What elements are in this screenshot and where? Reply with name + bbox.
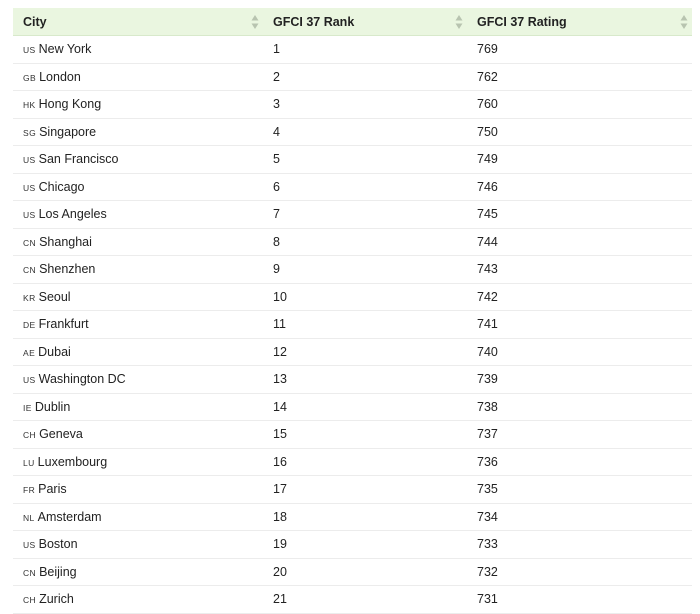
- country-flag-code: HK: [23, 100, 36, 111]
- rank-cell: 21: [263, 586, 467, 614]
- city-name: Paris: [38, 482, 67, 497]
- city-name: San Francisco: [38, 152, 119, 167]
- city-name: Shenzhen: [39, 262, 96, 277]
- rank-cell: 18: [263, 503, 467, 531]
- country-flag-code: KR: [23, 292, 36, 303]
- rating-cell: 744: [467, 228, 692, 256]
- rating-cell: 749: [467, 146, 692, 174]
- rating-cell: 745: [467, 201, 692, 229]
- city-cell: [13, 448, 263, 476]
- rank-cell: 7: [263, 201, 467, 229]
- table-row: [13, 476, 692, 504]
- rating-cell: 746: [467, 173, 692, 201]
- rank-cell: 14: [263, 393, 467, 421]
- city-cell: [13, 63, 263, 91]
- header-row: [13, 8, 692, 36]
- rank-cell: 12: [263, 338, 467, 366]
- country-flag-code: NL: [23, 512, 35, 523]
- rating-cell: 734: [467, 503, 692, 531]
- rating-cell: 738: [467, 393, 692, 421]
- city-cell: [13, 421, 263, 449]
- rating-cell: 762: [467, 63, 692, 91]
- rating-cell: 741: [467, 311, 692, 339]
- city-name: London: [39, 69, 81, 84]
- rank-cell: 16: [263, 448, 467, 476]
- rank-cell: 1: [263, 36, 467, 64]
- city-cell: [13, 146, 263, 174]
- rating-cell: 742: [467, 283, 692, 311]
- country-flag-code: US: [23, 45, 36, 56]
- country-flag-code: AE: [23, 347, 36, 358]
- ranking-table-container: [13, 8, 692, 614]
- column-header-city[interactable]: [13, 8, 263, 36]
- rank-cell: 20: [263, 558, 467, 586]
- table-row: [13, 366, 692, 394]
- country-flag-code: DE: [23, 320, 36, 331]
- rating-cell: 732: [467, 558, 692, 586]
- rating-cell: 735: [467, 476, 692, 504]
- city-cell: [13, 503, 263, 531]
- table-row: [13, 448, 692, 476]
- country-flag-code: SG: [23, 127, 37, 138]
- table-body: [13, 36, 692, 614]
- table-row: [13, 118, 692, 146]
- city-cell: [13, 366, 263, 394]
- gfci-ranking-table: [13, 8, 692, 614]
- city-cell: [13, 283, 263, 311]
- city-name: Dublin: [34, 399, 71, 414]
- rank-cell: 15: [263, 421, 467, 449]
- city-name: Shanghai: [39, 234, 92, 249]
- city-cell: [13, 531, 263, 559]
- country-flag-code: US: [23, 155, 36, 166]
- column-header-rank[interactable]: [263, 8, 467, 36]
- city-name: Luxembourg: [37, 454, 108, 469]
- city-name: Hong Kong: [38, 97, 102, 112]
- table-row: [13, 503, 692, 531]
- rating-cell: 733: [467, 531, 692, 559]
- table-header: [13, 8, 692, 36]
- rank-cell: 13: [263, 366, 467, 394]
- city-cell: [13, 586, 263, 614]
- city-cell: [13, 393, 263, 421]
- rank-cell: 3: [263, 91, 467, 119]
- city-name: Frankfurt: [38, 317, 89, 332]
- country-flag-code: US: [23, 540, 36, 551]
- city-cell: [13, 91, 263, 119]
- table-row: [13, 421, 692, 449]
- city-cell: [13, 311, 263, 339]
- rank-cell: 11: [263, 311, 467, 339]
- rank-cell: 2: [263, 63, 467, 91]
- rating-cell: 769: [467, 36, 692, 64]
- rating-cell: 740: [467, 338, 692, 366]
- rating-cell: 737: [467, 421, 692, 449]
- table-row: [13, 558, 692, 586]
- sort-icon[interactable]: [455, 14, 463, 30]
- country-flag-code: CN: [23, 237, 37, 248]
- city-name: New York: [38, 42, 92, 57]
- table-row: [13, 201, 692, 229]
- table-row: [13, 63, 692, 91]
- table-row: [13, 91, 692, 119]
- table-row: [13, 311, 692, 339]
- city-name: Zurich: [39, 592, 74, 607]
- country-flag-code: IE: [23, 402, 32, 413]
- city-cell: [13, 118, 263, 146]
- rank-cell: 9: [263, 256, 467, 284]
- country-flag-code: FR: [23, 485, 36, 496]
- column-header-label: GFCI 37 Rating: [477, 14, 567, 29]
- table-row: [13, 146, 692, 174]
- city-name: Beijing: [39, 564, 77, 579]
- city-name: Boston: [38, 537, 78, 552]
- column-header-label: GFCI 37 Rank: [273, 14, 355, 29]
- country-flag-code: CH: [23, 595, 37, 606]
- table-row: [13, 36, 692, 64]
- city-cell: [13, 201, 263, 229]
- rating-cell: 760: [467, 91, 692, 119]
- table-row: [13, 173, 692, 201]
- rank-cell: 10: [263, 283, 467, 311]
- sort-icon[interactable]: [251, 14, 259, 30]
- city-cell: [13, 476, 263, 504]
- column-header-label: City: [23, 14, 47, 29]
- city-name: Washington DC: [38, 372, 126, 387]
- country-flag-code: US: [23, 210, 36, 221]
- table-row: [13, 256, 692, 284]
- rank-cell: 17: [263, 476, 467, 504]
- country-flag-code: CN: [23, 265, 37, 276]
- city-cell: [13, 256, 263, 284]
- rating-cell: 743: [467, 256, 692, 284]
- city-name: Chicago: [38, 179, 85, 194]
- city-cell: [13, 338, 263, 366]
- rating-cell: 731: [467, 586, 692, 614]
- table-row: [13, 586, 692, 614]
- rating-cell: 736: [467, 448, 692, 476]
- table-row: [13, 531, 692, 559]
- rating-cell: 750: [467, 118, 692, 146]
- table-row: [13, 283, 692, 311]
- rank-cell: 8: [263, 228, 467, 256]
- country-flag-code: US: [23, 182, 36, 193]
- sort-icon[interactable]: [680, 14, 688, 30]
- country-flag-code: CH: [23, 430, 37, 441]
- city-name: Amsterdam: [37, 509, 102, 524]
- table-row: [13, 338, 692, 366]
- table-row: [13, 228, 692, 256]
- country-flag-code: US: [23, 375, 36, 386]
- city-name: Dubai: [38, 344, 71, 359]
- country-flag-code: LU: [23, 457, 35, 468]
- city-name: Los Angeles: [38, 207, 107, 222]
- city-name: Singapore: [39, 124, 97, 139]
- column-header-rating[interactable]: [467, 8, 692, 36]
- city-cell: [13, 36, 263, 64]
- city-cell: [13, 228, 263, 256]
- city-cell: [13, 558, 263, 586]
- country-flag-code: GB: [23, 72, 37, 83]
- rank-cell: 19: [263, 531, 467, 559]
- city-name: Geneva: [39, 427, 83, 442]
- table-row: [13, 393, 692, 421]
- rank-cell: 4: [263, 118, 467, 146]
- rating-cell: 739: [467, 366, 692, 394]
- rank-cell: 5: [263, 146, 467, 174]
- rank-cell: 6: [263, 173, 467, 201]
- country-flag-code: CN: [23, 567, 37, 578]
- city-cell: [13, 173, 263, 201]
- city-name: Seoul: [38, 289, 71, 304]
